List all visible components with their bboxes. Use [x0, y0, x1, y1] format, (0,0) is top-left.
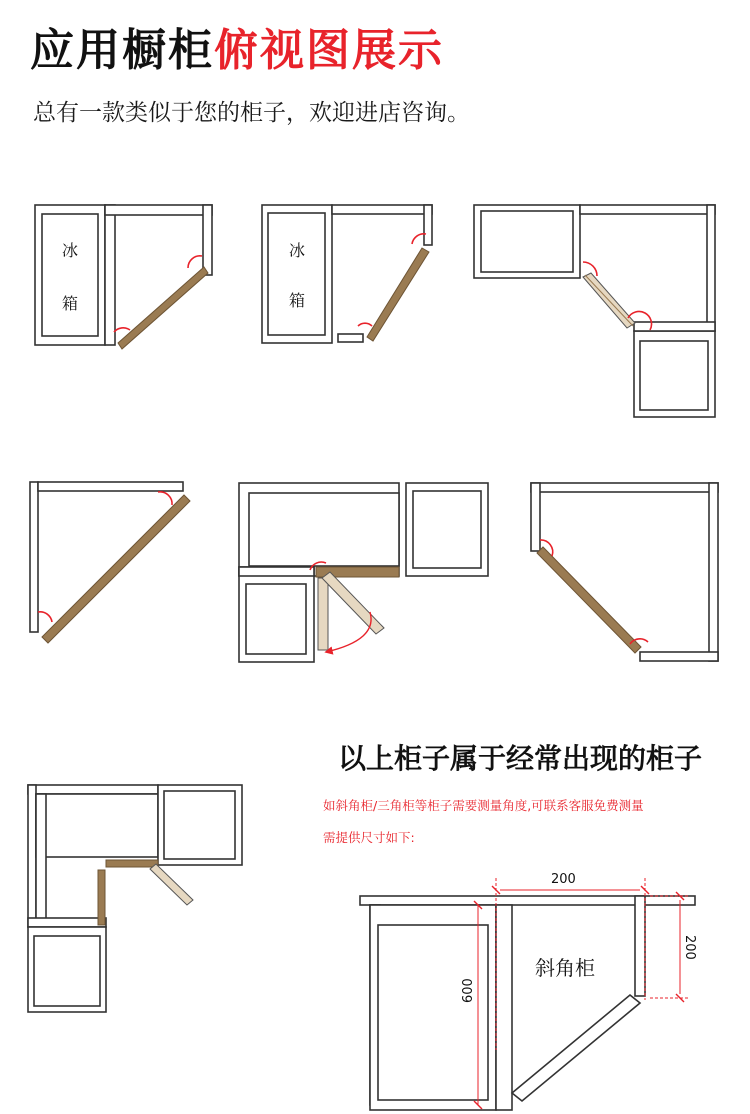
diagram-7-inner-l-corner: [28, 785, 242, 1012]
section-title: 以上柜子属于经常出现的柜子: [338, 742, 703, 775]
measure-note-line1: 如斜角柜/三角柜等柜子需要测量角度,可联系客服免费测量: [323, 798, 644, 813]
diagram-6-diagonal-corner: [531, 483, 718, 661]
depth-dimension-label: 600: [461, 978, 476, 1003]
diagram-3-l-corner: [474, 205, 715, 417]
diagram-2-fridge-corner: [262, 205, 432, 343]
diagram-5-corner-open-door: [239, 483, 488, 662]
fridge-label-1b: 箱: [62, 294, 79, 313]
fridge-label-1a: 冰: [62, 241, 79, 260]
page-title-dark: 应用橱柜: [30, 25, 214, 76]
measurement-diagram: [360, 878, 695, 1110]
fridge-label-2b: 箱: [289, 291, 306, 310]
diagram-4-diagonal-corner: [30, 482, 190, 643]
width-dimension-label: 200: [551, 872, 576, 887]
page-subtitle: 总有一款类似于您的柜子，欢迎进店咨询。: [33, 100, 470, 126]
side-dimension-label: 200: [682, 935, 697, 960]
page-title-red: 俯视图展示: [214, 25, 444, 76]
corner-cabinet-label: 斜角柜: [535, 956, 595, 980]
fridge-label-2a: 冰: [289, 241, 306, 260]
measure-note-line2: 需提供尺寸如下:: [323, 830, 415, 845]
diagram-1-fridge-corner: [35, 205, 212, 349]
